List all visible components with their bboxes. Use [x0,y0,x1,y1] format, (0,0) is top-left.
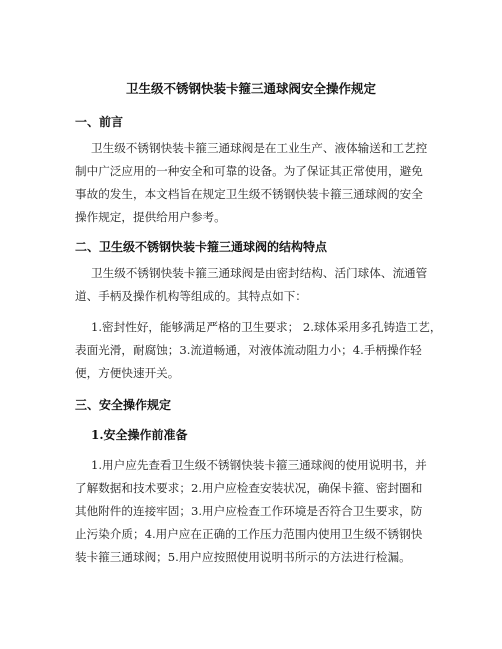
paragraph-line: 其他附件的连接牢固；3.用户应检查工作环境是否符合卫生要求，防 [75,504,423,518]
paragraph-line: 卫生级不锈钢快装卡箍三通球阀是在工业生产、液体输送和工艺控 [91,141,428,155]
paragraph-line: 操作规定，提供给用户参考。 [75,210,226,224]
paragraph-line: 制中广泛应用的一种安全和可靠的设备。为了保证其正常使用，避免 [75,164,423,178]
subsection-heading-preparation: 1.安全操作前准备 [91,428,188,442]
paragraph-line: 装卡箍三通球阀；5.用户应按照使用说明书所示的方法进行检漏。 [75,550,411,564]
section-heading-structure: 二、卫生级不锈钢快装卡箍三通球阀的结构特点 [75,240,328,254]
paragraph-line: 止污染介质；4.用户应在正确的工作压力范围内使用卫生级不锈钢快 [75,527,423,541]
paragraph-line: 便，方便快速开关。 [75,366,180,380]
paragraph-line: 道、手柄及操作机构等组成的。其特点如下： [75,289,307,303]
section-heading-safety: 三、安全操作规定 [75,398,172,412]
paragraph-line: 事故的发生，本文档旨在规定卫生级不锈钢快装卡箍三通球阀的安全 [75,187,423,201]
paragraph-line: 1.用户应先查看卫生级不锈钢快装卡箍三通球阀的使用说明书，并 [91,458,427,472]
paragraph-line: 1.密封性好，能够满足严格的卫生要求； 2.球体采用多孔铸造工艺， [91,320,442,334]
paragraph-line: 了解数据和技术要求；2.用户应检查安装状况，确保卡箍、密封圈和 [75,481,423,495]
paragraph-line: 表面光滑，耐腐蚀；3.流道畅通，对液体流动阻力小；4.手柄操作轻 [75,343,422,357]
section-heading-preface: 一、前言 [75,115,124,129]
document-title: 卫生级不锈钢快装卡箍三通球阀安全操作规定 [125,81,376,96]
paragraph-line: 卫生级不锈钢快装卡箍三通球阀是由密封结构、活门球体、流通管 [91,266,428,280]
